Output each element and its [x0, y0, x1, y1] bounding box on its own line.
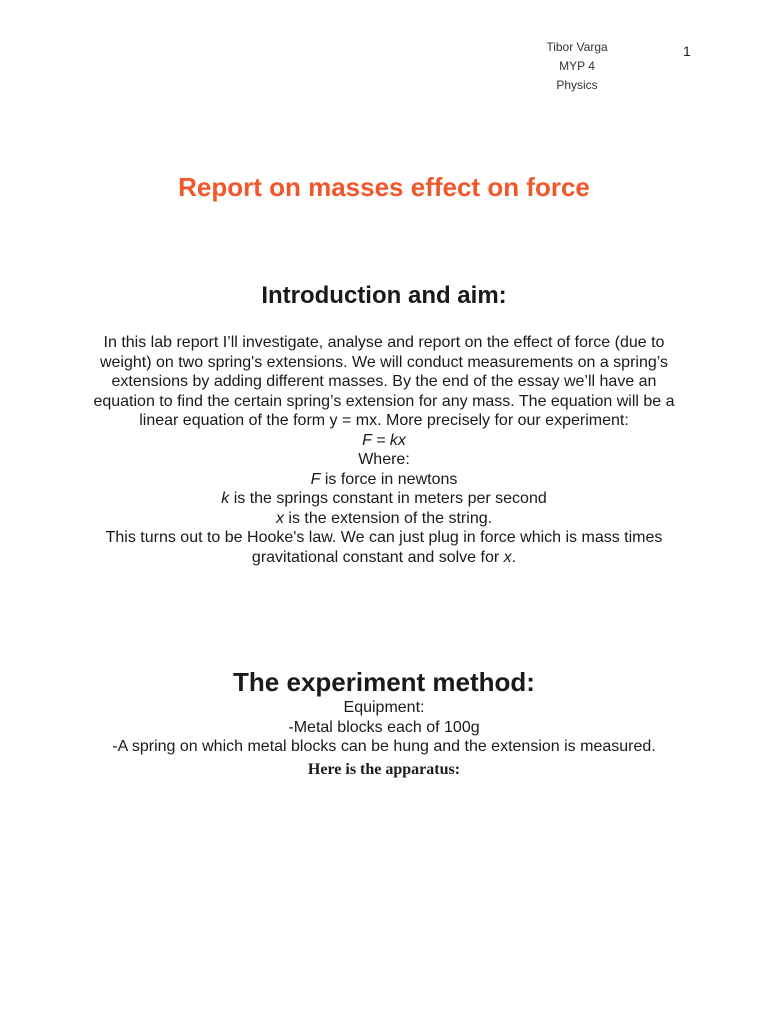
definition-symbol: x — [275, 509, 284, 527]
equipment-item: -Metal blocks each of 100g — [288, 718, 480, 736]
closing-last-line — [40, 548, 728, 568]
definition-force — [40, 470, 728, 490]
intro-line: equation to find the certain spring’s extension for any mass. The equation will be a — [93, 392, 675, 410]
subject-label: Physics — [556, 78, 598, 92]
report-title: Report on masses effect on force — [178, 172, 590, 202]
introduction-body — [40, 333, 728, 567]
intro-line: In this lab report I’ll investigate, analyse and report on the effect of force (due to — [103, 334, 665, 351]
closing-text: gravitational constant and solve for — [251, 548, 504, 566]
where-label: Where: — [358, 451, 410, 468]
class-label: MYP 4 — [559, 59, 595, 73]
closing-symbol: x — [503, 548, 512, 566]
intro-line: extensions by adding different masses. By the end of the essay we’ll have an — [111, 373, 657, 390]
definition-text: is force in newtons — [320, 470, 458, 488]
equation-sign: = — [371, 431, 390, 449]
author-name: Tibor Varga — [546, 40, 608, 54]
intro-line: linear equation of the form y = mx. More precisely for our experiment: — [139, 412, 629, 429]
equipment-item: -A spring on which metal blocks can be hung and the extension is measured. — [112, 738, 656, 755]
method-heading: The experiment method: — [233, 667, 535, 697]
document-header — [520, 38, 634, 95]
closing-end: . — [511, 548, 517, 566]
intro-line: weight) on two spring's extensions. We will conduct measurements on a spring’s — [99, 353, 669, 371]
method-body — [40, 698, 728, 757]
definition-text: is the extension of the string. — [283, 509, 493, 527]
equation-lhs: F — [362, 431, 372, 449]
apparatus-label: Here is the apparatus: — [307, 761, 461, 778]
definition-symbol: k — [221, 490, 230, 507]
definition-text: is the springs constant in meters per second — [229, 490, 547, 507]
page-number: 1 — [683, 43, 691, 59]
closing-line: This turns out to be Hooke's law. We can just plug in force which is mass times — [105, 529, 663, 546]
equipment-label: Equipment: — [343, 699, 425, 716]
equation-rhs: kx — [389, 431, 406, 449]
equation — [40, 431, 728, 451]
definition-symbol: F — [310, 470, 321, 488]
introduction-heading: Introduction and aim: — [261, 282, 507, 309]
definition-constant — [40, 489, 728, 509]
definition-extension — [40, 509, 728, 529]
